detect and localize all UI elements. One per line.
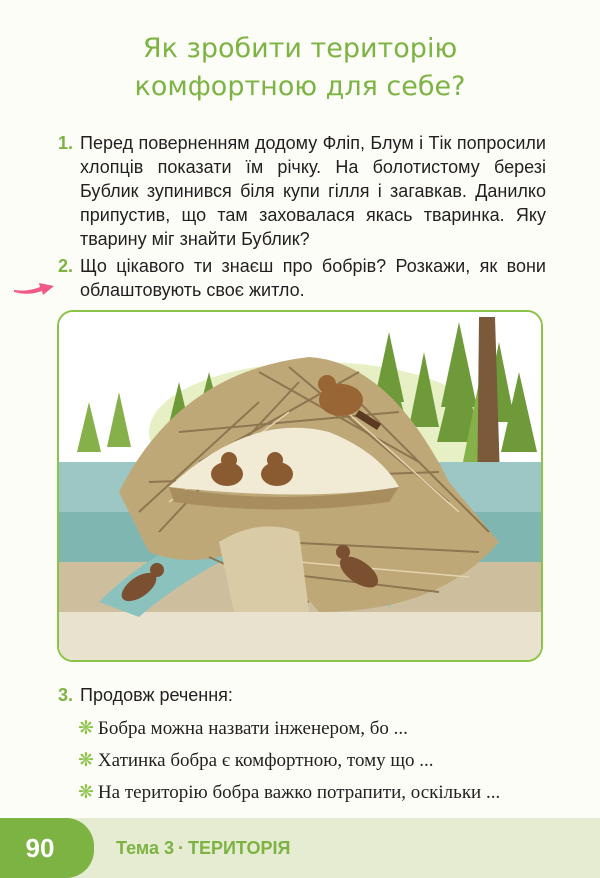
task-text: Перед поверненням додому Фліп, Блум і Тік попросили хлопців показати їм річку. На болотистому березі Бублик зупинився біля купи гілля і загавкав. Данилко припустив, що там заховалася якась тваринка. Яку тварину міг знайти Бублик? (80, 133, 546, 249)
page-number: 90 (25, 833, 55, 863)
task-2 (58, 254, 546, 302)
list-item (78, 745, 548, 777)
task-text: Продовж речення: (80, 685, 233, 705)
task-1 (58, 131, 546, 251)
task-text: Що цікавого ти знаєш про бобрів? Розкажи, як вони облаштовують своє житло. (80, 256, 546, 300)
sentence-text: На територію бобра важко потрапити, оскільки ... (97, 782, 501, 803)
list-item (78, 713, 548, 745)
theme-separator: · (177, 838, 184, 858)
task-number: 2. (58, 256, 74, 276)
theme-label (116, 818, 290, 878)
theme-name: ТЕРИТОРІЯ (187, 838, 291, 858)
task-number: 1. (58, 133, 74, 153)
list-item (78, 777, 548, 809)
sentence-text: Хатинка бобра є комфортною, тому що ... (97, 750, 434, 771)
title-line-2: комфортною для себе? (134, 71, 466, 102)
title-line-1: Як зробити територію (142, 33, 458, 64)
task-number: 3. (58, 685, 74, 705)
sentence-list (78, 713, 548, 809)
page-title (0, 30, 600, 106)
theme-number: Тема 3 (116, 838, 174, 858)
pointer-arrow-icon (12, 278, 56, 296)
beaver-lodge-illustration (57, 310, 543, 662)
snowflake-icon: ❋ (78, 782, 94, 803)
sentence-text: Бобра можна назвати інженером, бо ... (97, 718, 408, 739)
snowflake-icon: ❋ (78, 750, 94, 771)
snowflake-icon: ❋ (78, 718, 94, 739)
task-3 (58, 683, 546, 707)
page-footer (0, 818, 600, 878)
